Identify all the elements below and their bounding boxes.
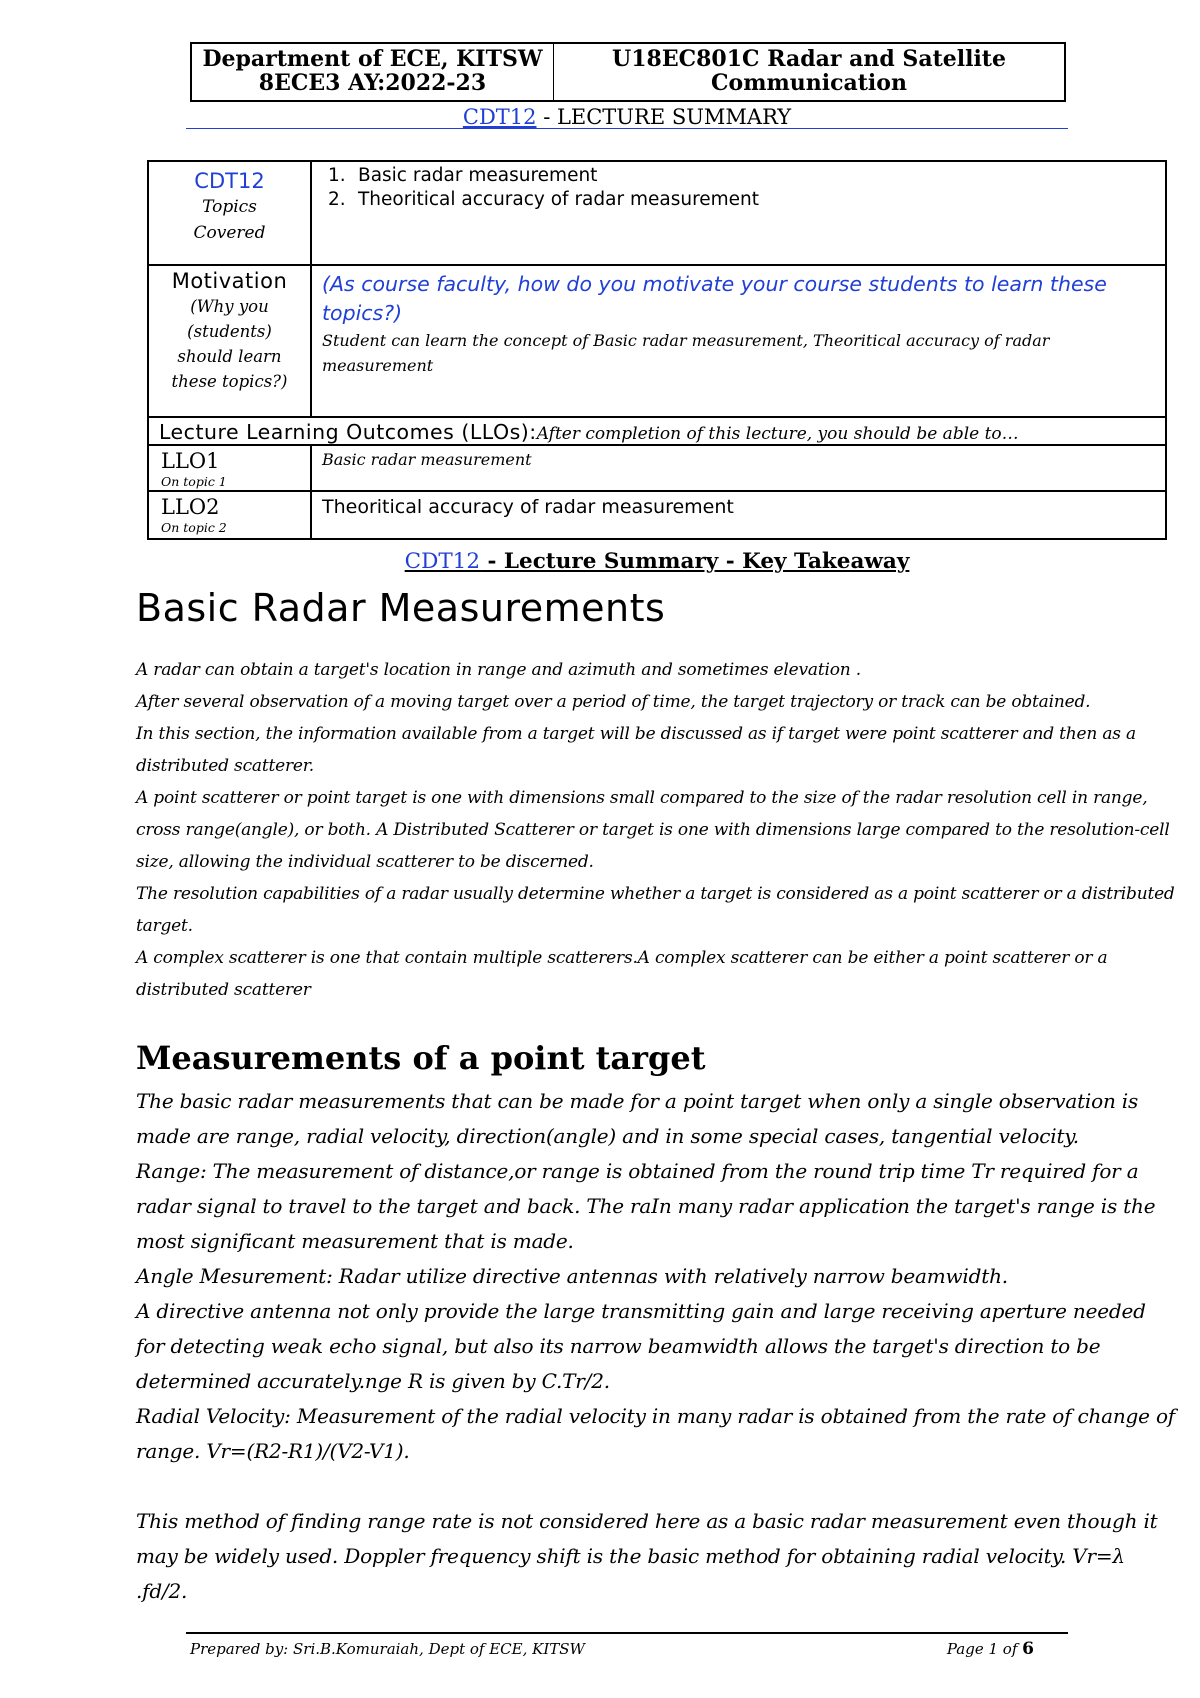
motivation-title: Motivation — [171, 269, 288, 293]
footer-rule — [186, 1632, 1068, 1634]
llo-value: Basic radar measurement — [311, 445, 1166, 491]
llo-key-cell — [148, 445, 311, 491]
paragraph: Radial Velocity: Measurement of the radial velocity in many radar is obtained from the rate of change of range. Vr=(R2-R1)/(V2-V1). — [136, 1404, 1175, 1463]
section1-body — [136, 654, 1176, 1006]
department-label: Department of ECE, KITSW 8ECE3 AY:2022-23 — [192, 44, 554, 100]
llo-row — [148, 491, 1166, 539]
motivation-key-cell — [148, 265, 311, 417]
prepared-by: Prepared by: Sri.B.Komuraiah, Dept of ECE, KITSW — [190, 1640, 585, 1658]
topics-label-1: Topics — [202, 197, 257, 217]
llo-key-cell — [148, 491, 311, 539]
topics-key-cell — [148, 161, 311, 265]
paragraph: A directive antenna not only provide the large transmitting gain and large receiving aperture needed for detecting weak echo signal, but also its narrow beamwidth allows the target's direction to be determined accurately.nge R is given by C.Tr/2. — [136, 1299, 1146, 1393]
page-indicator — [947, 1638, 1034, 1660]
paragraph: After several observation of a moving target over a period of time, the target trajectory or track can be obtained. — [136, 692, 1091, 712]
llo-value: Theoritical accuracy of radar measurement — [311, 491, 1166, 539]
motivation-sub: these topics?) — [171, 372, 288, 391]
llo-row — [148, 445, 1166, 491]
llo-after: After completion of this lecture, you should be able to… — [536, 424, 1019, 444]
motivation-value-cell — [311, 265, 1166, 417]
page-number: 1 — [988, 1640, 999, 1658]
section1-heading: Basic Radar Measurements — [136, 586, 666, 630]
page-total: 6 — [1022, 1639, 1034, 1659]
key-takeaway-suffix: - Lecture Summary - Key Takeaway — [480, 549, 910, 574]
motivation-sub: should learn — [177, 347, 282, 366]
motivation-sub: (Why you — [190, 297, 269, 316]
topics-table — [147, 160, 1167, 540]
llo-header-cell — [148, 417, 1166, 445]
paragraph: Range: The measurement of distance,or range is obtained from the round trip time Tr required for a radar signal to travel to the target and back. The raIn many radar application the target's range is the most significant measurement that is made. — [136, 1159, 1156, 1253]
header-box — [190, 42, 1066, 102]
paragraph: In this section, the information available from a target will be discussed as if target were point scatterer and then as a distributed scatterer. — [136, 724, 1136, 776]
motivation-answer: Student can learn the concept of Basic radar measurement, Theoritical accuracy of radar measurement — [322, 331, 1050, 375]
topics-label-2: Covered — [193, 223, 266, 243]
motivation-question: (As course faculty, how do you motivate your course students to learn these topics?) — [322, 272, 1107, 325]
section2-body — [136, 1084, 1176, 1609]
header-rule — [186, 128, 1068, 129]
page-prefix: Page — [946, 1640, 989, 1658]
paragraph-gap — [136, 1469, 1176, 1504]
paragraph: A complex scatterer is one that contain multiple scatterers.A complex scatterer can be either a point scatterer or a distributed scatterer — [136, 948, 1108, 1000]
motivation-sub: (students) — [187, 322, 272, 341]
llo-sub: On topic 1 — [161, 474, 227, 489]
key-takeaway-cdt: CDT12 — [404, 549, 481, 574]
paragraph: Angle Mesurement: Radar utilize directive antennas with relatively narrow beamwidth. — [136, 1264, 1008, 1288]
topic-list — [312, 162, 1165, 212]
cdt-code: CDT12 — [462, 105, 537, 129]
key-takeaway-title — [147, 548, 1167, 576]
section2-heading: Measurements of a point target — [136, 1039, 706, 1077]
topic-item: 1. Basic radar measurement — [328, 165, 598, 186]
llo-sub: On topic 2 — [161, 520, 227, 535]
paragraph: A point scatterer or point target is one with dimensions small compared to the size of the radar resolution cell in range, cross range(angle), or both. A Distributed Scatterer or target is one with dimensions large compared to the resolution-cell size, allowing the individual scatterer to be discerned. — [136, 788, 1170, 872]
paragraph: The basic radar measurements that can be made for a point target when only a single observation is made are range, radial velocity, direction(angle) and in some special cases, tangential velocity. — [136, 1089, 1139, 1148]
topics-row — [148, 161, 1166, 265]
paragraph: This method of finding range rate is not considered here as a basic radar measurement even though it may be widely used. Doppler frequency shift is the basic method for obtaining radial velocity. Vr=λ .fd/2. — [136, 1509, 1158, 1603]
topics-cdt-label: CDT12 — [194, 169, 265, 193]
lecture-summary-title — [186, 104, 1068, 130]
topics-value-cell — [311, 161, 1166, 265]
topic-item: 2. Theoritical accuracy of radar measurement — [328, 189, 760, 210]
llo-name: LLO1 — [161, 449, 220, 473]
llo-name: LLO2 — [161, 495, 220, 519]
lecture-summary-suffix: - LECTURE SUMMARY — [536, 105, 792, 129]
course-label: U18EC801C Radar and Satellite Communication — [612, 46, 1006, 96]
paragraph: The resolution capabilities of a radar usually determine whether a target is considered as a point scatterer or a distributed target. — [136, 884, 1175, 936]
llo-title: Lecture Learning Outcomes (LLOs): — [159, 420, 537, 444]
llo-header-row — [148, 417, 1166, 445]
paragraph: A radar can obtain a target's location in range and azimuth and sometimes elevation . — [136, 660, 861, 680]
motivation-row — [148, 265, 1166, 417]
page-of: of — [998, 1640, 1023, 1658]
